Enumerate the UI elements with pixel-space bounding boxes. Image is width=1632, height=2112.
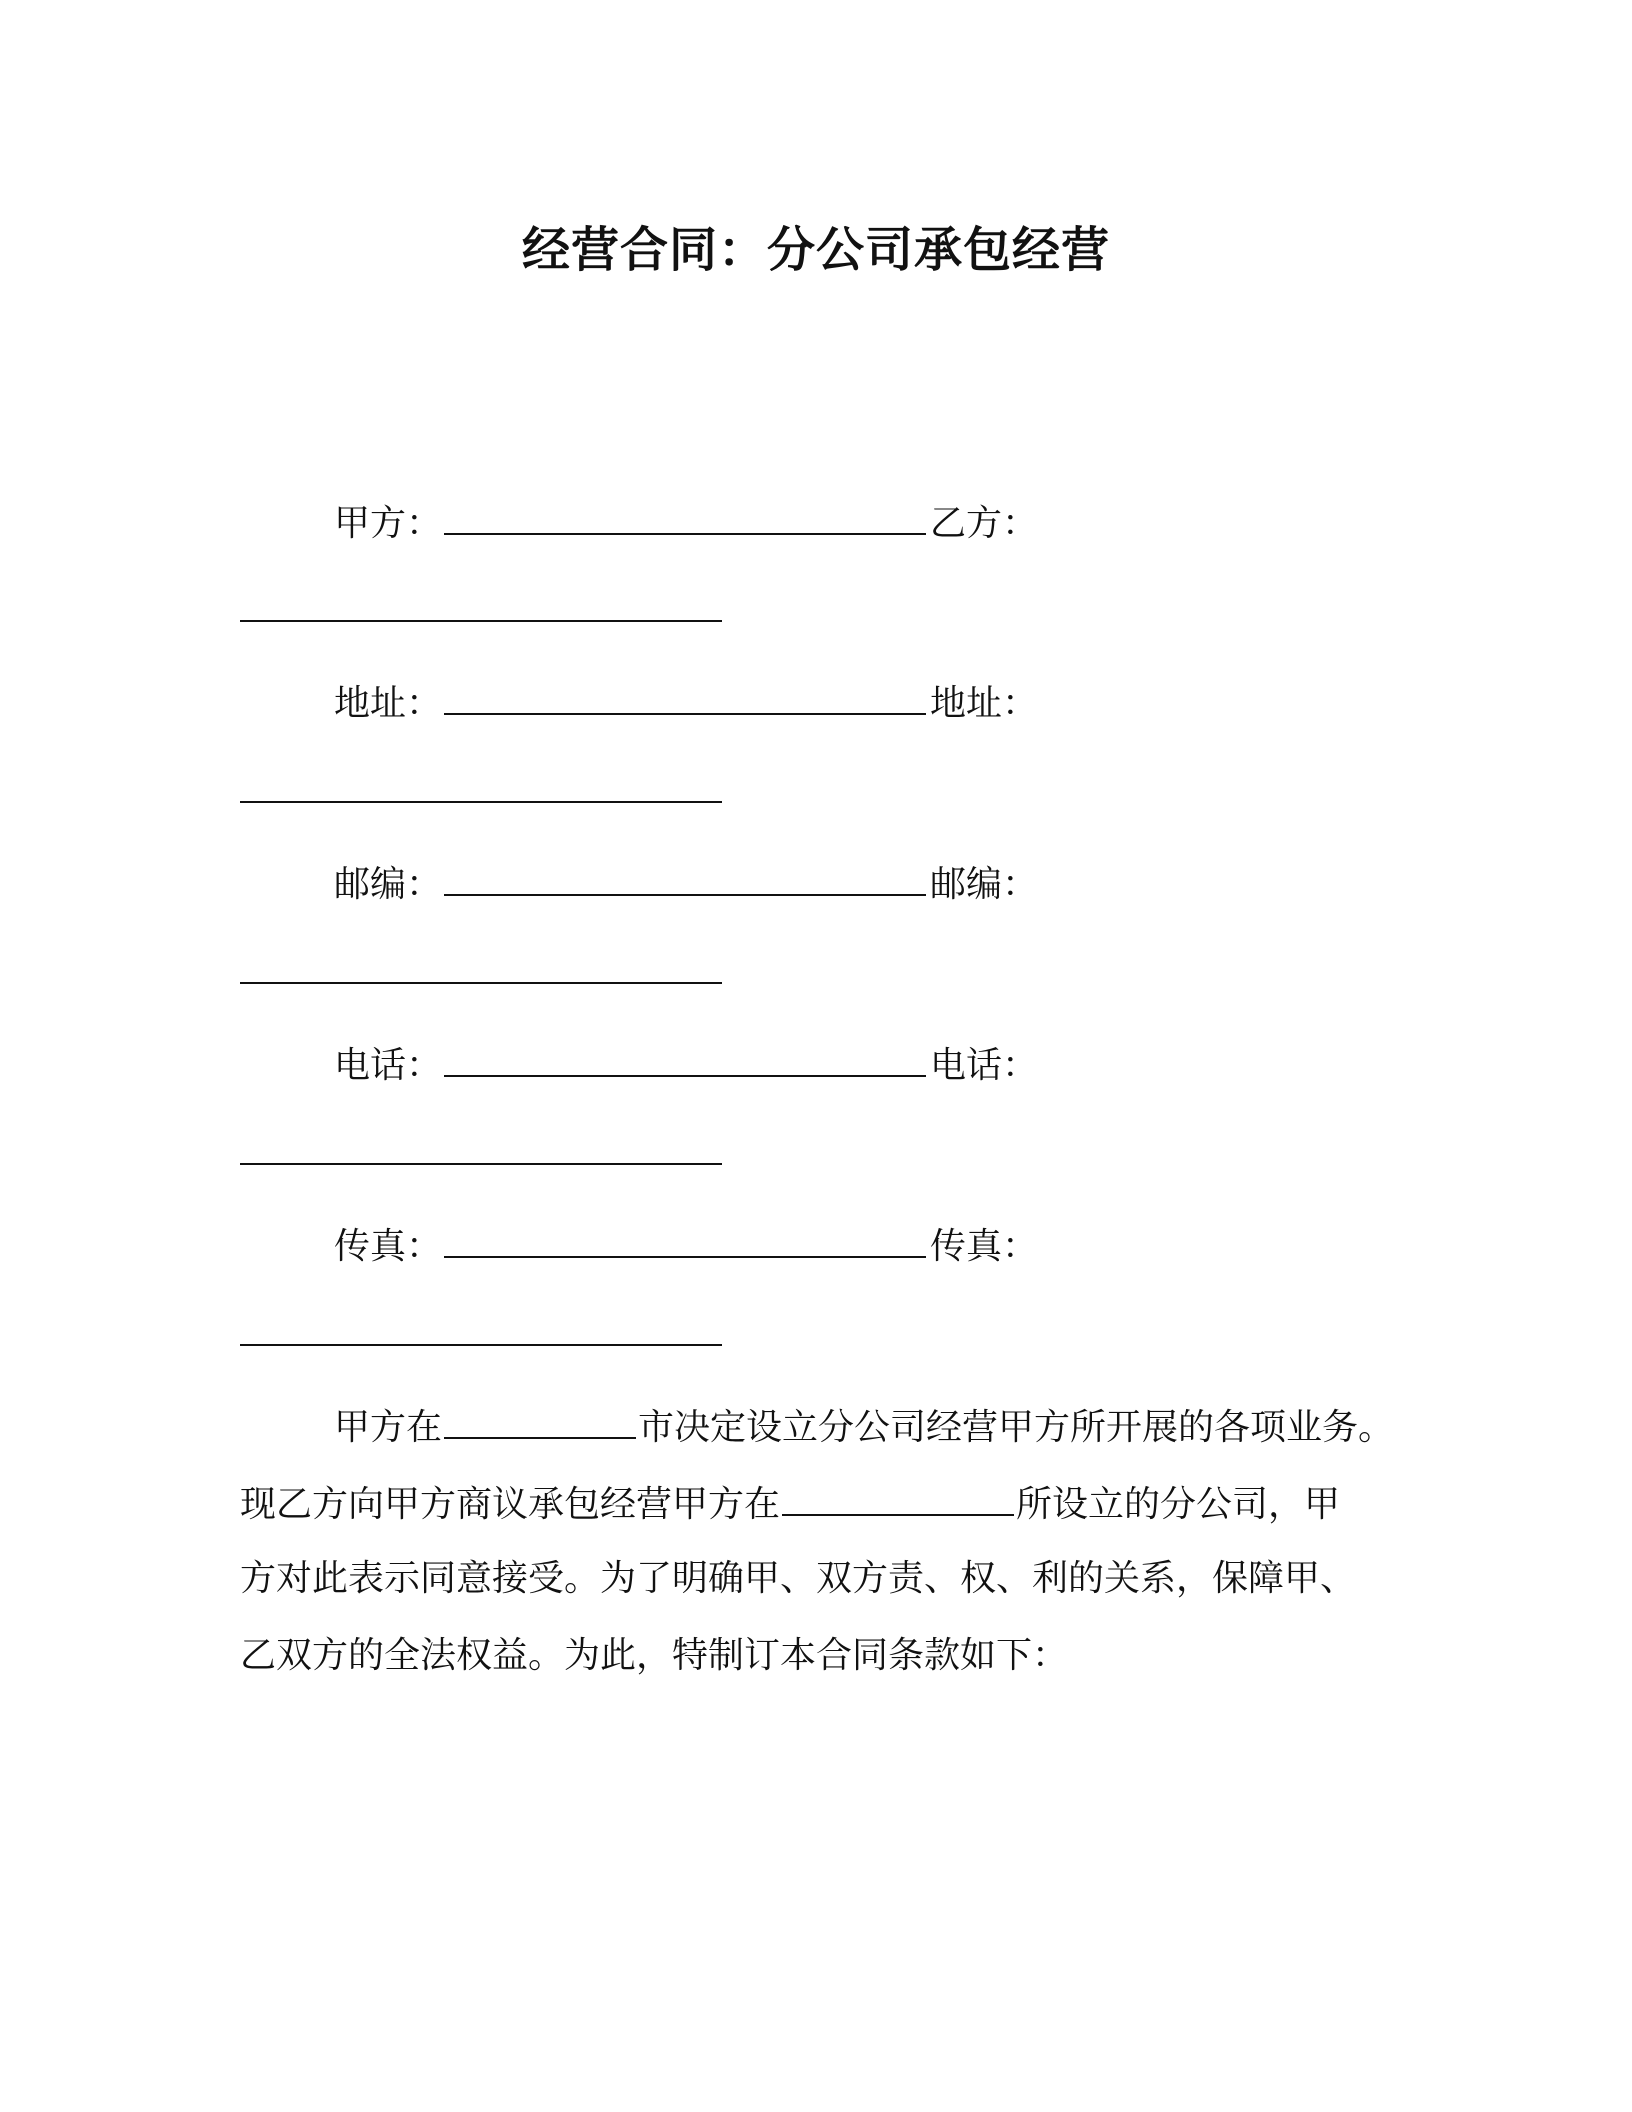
party-a-fax-blank bbox=[444, 1220, 926, 1258]
intro-line-2-start: 现乙方向甲方商议承包经营甲方在 bbox=[240, 1484, 781, 1525]
party-a-postcode-blank bbox=[444, 858, 926, 896]
party-b-phone-label: 电话： bbox=[930, 1045, 1039, 1086]
fax-row bbox=[334, 1220, 1038, 1268]
party-a-postcode-label: 邮编： bbox=[334, 864, 443, 905]
intro-line-1-end: 市决定设立分公司经营甲方所开展的各项业务。 bbox=[638, 1407, 1395, 1448]
intro-line-4: 乙双方的全法权益。为此，特制订本合同条款如下： bbox=[240, 1635, 1069, 1676]
party-b-address-label: 地址： bbox=[930, 683, 1039, 724]
party-a-name-blank bbox=[444, 497, 926, 535]
party-b-address-blank bbox=[240, 801, 722, 803]
party-a-address-label: 地址： bbox=[334, 683, 443, 724]
location-blank bbox=[782, 1478, 1014, 1516]
party-b-name-blank bbox=[240, 620, 722, 622]
party-b-fax-blank bbox=[240, 1344, 722, 1346]
intro-line-3: 方对此表示同意接受。为了明确甲、双方责、权、利的关系，保障甲、 bbox=[240, 1558, 1357, 1599]
party-b-phone-blank bbox=[240, 1163, 722, 1165]
party-b-name-label: 乙方： bbox=[930, 503, 1039, 544]
postcode-row bbox=[334, 858, 1038, 906]
party-a-phone-label: 电话： bbox=[334, 1045, 443, 1086]
party-a-fax-label: 传真： bbox=[334, 1226, 443, 1267]
party-b-postcode-label: 邮编： bbox=[930, 864, 1039, 905]
city-blank bbox=[444, 1401, 636, 1439]
intro-line-2-end: 所设立的分公司，甲 bbox=[1016, 1484, 1341, 1525]
party-a-address-blank bbox=[444, 677, 926, 715]
intro-line-2 bbox=[240, 1478, 1340, 1529]
party-a-phone-blank bbox=[444, 1039, 926, 1077]
party-a-name-label: 甲方： bbox=[334, 503, 443, 544]
intro-line-1-start: 甲方在 bbox=[334, 1407, 443, 1448]
intro-line-1 bbox=[334, 1401, 1394, 1452]
document-title: 经营合同：分公司承包经营 bbox=[521, 222, 1110, 278]
party-b-postcode-blank bbox=[240, 982, 722, 984]
party-name-row bbox=[334, 497, 1038, 545]
phone-row bbox=[334, 1039, 1038, 1087]
address-row bbox=[334, 677, 1038, 725]
party-b-fax-label: 传真： bbox=[930, 1226, 1039, 1267]
